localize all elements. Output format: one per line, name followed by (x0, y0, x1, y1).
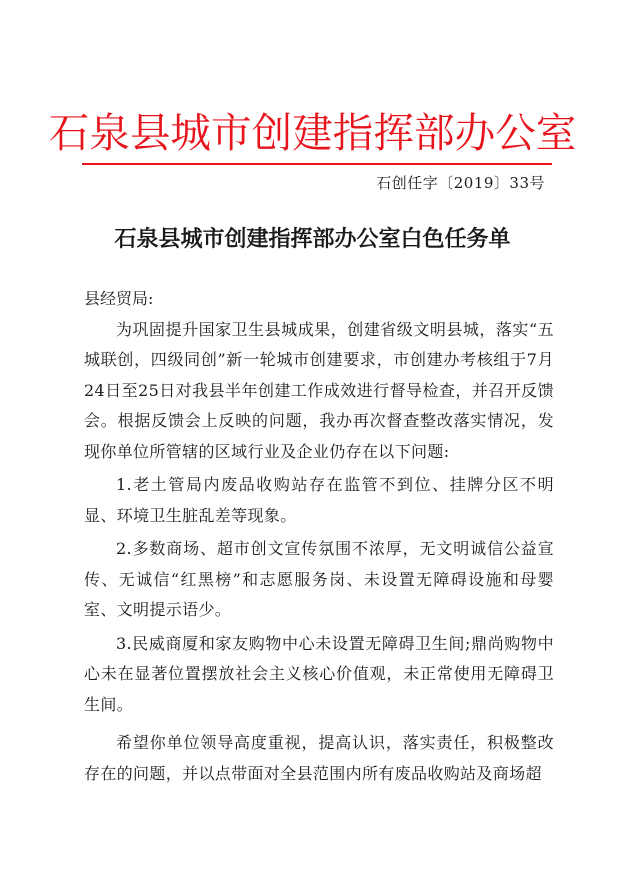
salutation: 县经贸局: (84, 289, 154, 308)
issue-item-1: 1.老土管局内废品收购站存在监管不到位、挂牌分区不明显、环境卫生脏乱差等现象。 (84, 475, 554, 525)
document-title: 石泉县城市创建指挥部办公室白色任务单 (114, 226, 511, 252)
masthead-organization: 石泉县城市创建指挥部办公室 (48, 109, 577, 157)
red-divider-rule (82, 163, 552, 165)
document-number: 石创任字〔2019〕33号 (376, 174, 545, 192)
intro-paragraph: 为巩固提升国家卫生县城成果，创建省级文明县城，落实“五城联创，四级同创”新一轮城市创建要求，市创建办考核组于7月24日至25日对我县半年创建工作成效进行督导检查，并召开反馈会。根据反馈会上反映的问题，我办再次督查整改落实情况，发现你单位所管辖的区域行业及企业仍存在以下问题: (84, 319, 554, 461)
document-body (84, 284, 554, 789)
closing-paragraph: 希望你单位领导高度重视，提高认识，落实责任，积极整改存在的问题，并以点带面对全县范围内所有废品收购站及商场超 (84, 733, 554, 783)
issue-item-2: 2.多数商场、超市创文宣传氛围不浓厚，无文明诚信公益宣传、无诚信“红黑榜”和志愿服务岗、未设置无障碍设施和母婴室、文明提示语少。 (84, 539, 554, 619)
issue-item-3: 3.民威商厦和家友购物中心未设置无障碍卫生间;鼎尚购物中心未在显著位置摆放社会主义核心价值观，未正常使用无障碍卫生间。 (84, 633, 554, 714)
